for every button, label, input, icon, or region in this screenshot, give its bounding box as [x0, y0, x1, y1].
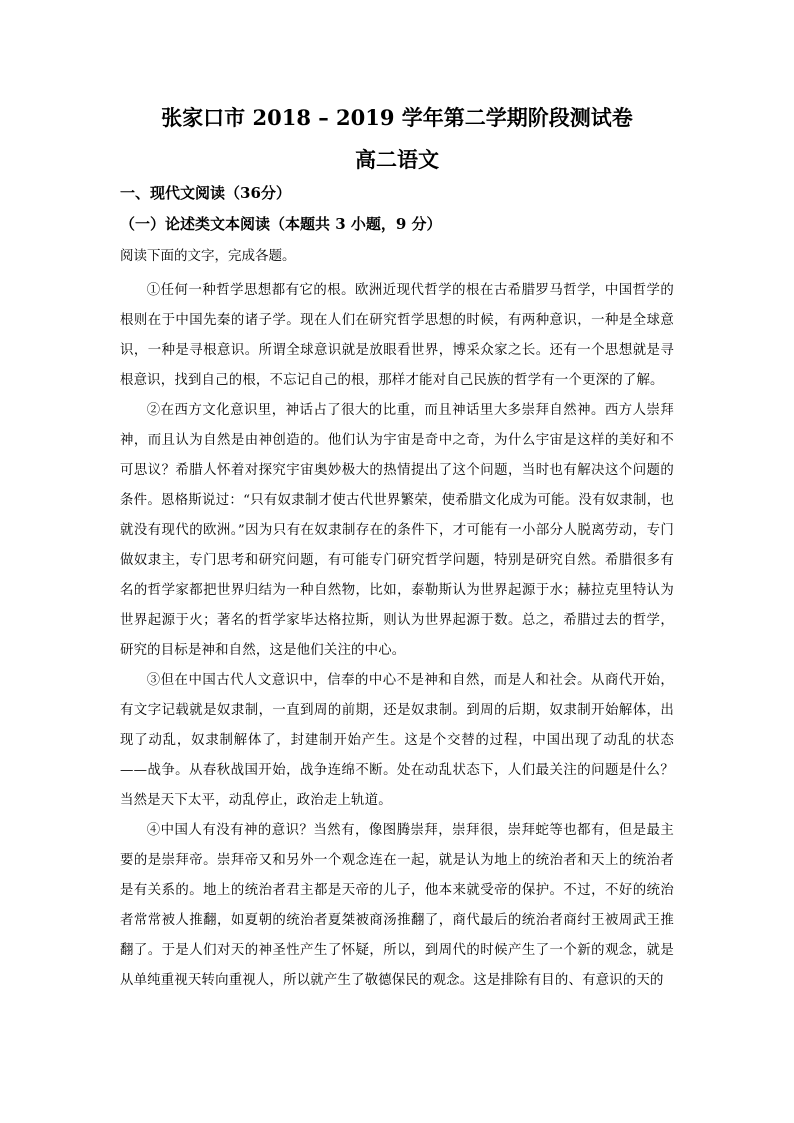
exam-subject: 高二语文 [355, 147, 439, 172]
reading-instruction: 阅读下面的文字，完成各题。 [120, 248, 296, 264]
paragraph-4: ④中国人有没有神的意识？当然有，像图腾崇拜，崇拜很，崇拜蛇等也都有，但是最主要的是崇拜帝。崇拜帝又和另外一个观念连在一起，就是认为地上的统治者和天上的统治者是有关系的。地上的统治者君主都是天帝的儿子，他本来就受帝的保护。不过，不好的统治者常常被人推翻，如夏朝的统治者夏桀被商汤推翻了，商代最后的统治者商纣王被周武王推翻了。于是人们对天的神圣性产生了怀疑，所以，到周代的时候产生了一个新的观念，就是从单纯重视天转向重视人，所以就产生了敬德保民的观念。这是排除有目的、有意识的天的 [120, 823, 674, 988]
exam-title: 张家口市 2018 – 2019 学年第二学期阶段测试卷 [161, 105, 633, 130]
paragraph-3: ③但在中国古代人文意识中，信奉的中心不是神和自然，而是人和社会。从商代开始，有文字记载就是奴隶制，一直到周的前期，还是奴隶制。到周的后期，奴隶制开始解体，出现了动乱，奴隶制解体了，封建制开始产生。这是个交替的过程，中国出现了动乱的状态——战争。从春秋战国开始，战争连绵不断。处在动乱状态下，人们最关注的问题是什么？当然是天下太平，动乱停止，政治走上轨道。 [120, 673, 674, 808]
section-heading: 一、现代文阅读（36分） [120, 184, 291, 202]
paragraph-2: ②在西方文化意识里，神话占了很大的比重，而且神话里大多崇拜自然神。西方人崇拜神，而且认为自然是由神创造的。他们认为宇宙是奇中之奇，为什么宇宙是这样的美好和不可思议？希腊人怀着对探究宇宙奥妙极大的热情提出了这个问题，当时也有解决这个问题的条件。恩格斯说过：“只有奴隶制才使古代世界繁荣，使希腊文化成为可能。没有奴隶制，也就没有现代的欧洲。”因为只有在奴隶制存在的条件下，才可能有一小部分人脱离劳动，专门做奴隶主，专门思考和研究问题，有可能专门研究哲学问题，特别是研究自然。希腊很多有名的哲学家都把世界归结为一种自然物，比如，泰勒斯认为世界起源于水；赫拉克里特认为世界起源于火；著名的哲学家毕达格拉斯，则认为世界起源于数。总之，希腊过去的哲学，研究的目标是神和自然，这是他们关注的中心。 [120, 403, 674, 658]
subsection-heading: （一）论述类文本阅读（本题共 3 小题，9 分） [120, 215, 442, 233]
paragraph-1: ①任何一种哲学思想都有它的根。欧洲近现代哲学的根在古希腊罗马哲学，中国哲学的根则在于中国先秦的诸子学。现在人们在研究哲学思想的时候，有两种意识，一种是全球意识，一种是寻根意识。所谓全球意识就是放眼看世界，博采众家之长。还有一个思想就是寻根意识，找到自己的根，不忘记自己的根，那样才能对自己民族的哲学有一个更深的了解。 [120, 283, 674, 388]
reading-passage [120, 276, 674, 996]
